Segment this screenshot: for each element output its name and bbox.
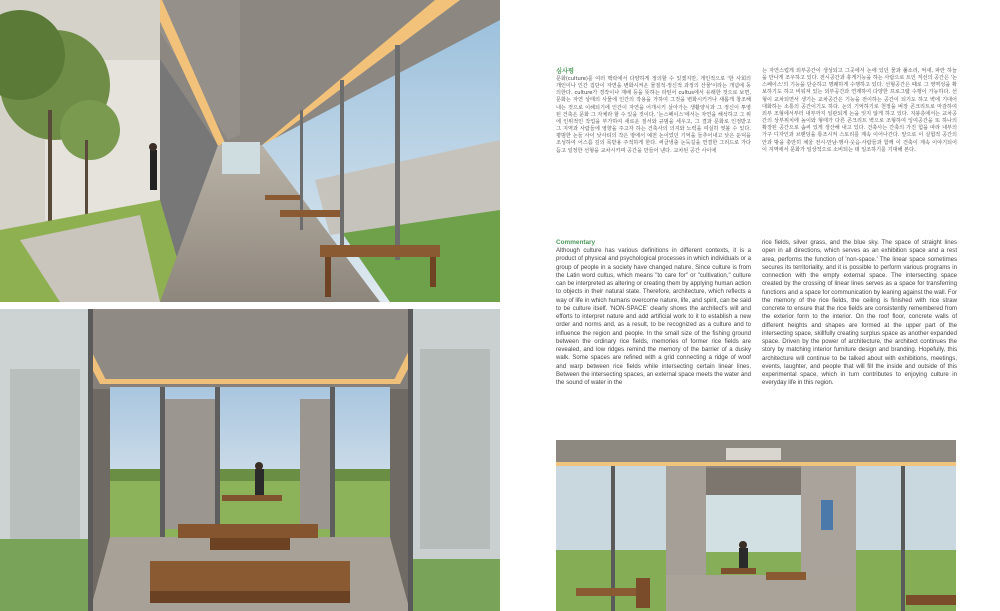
commentary-body-2: rice fields, silver grass, and the blue sky. The space of straight lines open in all directions, which serves as an exhibition space and a rest area, performs the function of 'non-space.' The linear space sometimes secures its territoriality, and it is possible to perform various programs in connection with the empty external space. The intersecting space created by the crossing of linear lines serves as a space for transferring functions and a space for communication by leaning against the wall. For the memory of the rice fields, the ceiling is finished with rice straw concrete to ensure that the rice fields are consistently remembered from the exterior form to the interior. On the roof floor, concrete walls of different heights and shapes are formed at the upper part of the intersecting space, skillfully creating surplus space as another expanded space. Driven by the power of architecture, the architect continues the story by matching interior furniture design and branding. Hopefully, this architecture will continue to be talked about with exhibitions, meetings, events, laughter, and people that will fill the inside and outside of this experimental space, which in turn contributes to enjoying culture in everyday life in this region. — [762, 240, 957, 387]
korean-review-title: 심사평 — [556, 68, 574, 75]
intersection-photo — [0, 309, 500, 611]
korean-review-body-1: 문화(culture)를 여러 맥락에서 다양하게 정의할 수 있겠지만, 개인적으로 '한 사회의 개인이나 인간 집단이 자연을 변화시켜온 물질적·정신적 과정의 산물'이라는 개념에 동의한다. culture가 경작이나 재배 등을 뜻하는 라틴어 cultus에서 유래한 것으로 보면, 문화는 자연 상태의 사물에 인간의 작용을 가하여 그것을 변화시키거나 새롭게 창조해 내는 것으로 이해되기에 인간이 자연을 어개시키 살아가는 생활양식과 그 정신이 투영된 건축은 문화 그 자체라 할 수 있을 것이다. '논스페이스'에서는 자연을 해석하고 그 위에 인위적인 작업을 부가하여 새로운 질서와 규범을 세우고, 그 결과 문화로 인정받고 그 지역과 사람들에 영향을 주고자 하는 건축사의 의지와 노력을 여실히 엿볼 수 있다. 평범한 논들 사이 낮사티의 작은 땅에서 예전 논이었던 기억을 들추어내고 낮은 둔덕을 조성하여 어스름 깊의 목받용 주적하게 한다. 써클냉출 논둑길을 연결한 그리드로 가다듬고 일정한 선형을 교차시키며 공간을 만들어 낸다. 교차된 공간 사이에 — [556, 76, 751, 154]
korean-column-2 — [762, 68, 957, 154]
corridor-photo — [0, 0, 500, 302]
commentary-body-1: Although culture has various definitions in different contexts, it is a product of physical and psychological processes in which individuals or a group of people in a society have changed nature. Since culture is from the Latin word cultus, which means "to care for" or "cultivation," culture can be interpreted as altering or creating them by applying human action to objects in their natural state. Therefore, architecture, which reflects a way of life in which humans overcome nature, life, and spirit, can be said to be culture itself. 'NON-SPACE' clearly shows the architect's will and efforts to interpret nature and add artificial work to it to establish a new order and norms and, as a result, to be recognized as a culture and to influence the region and people. In the small size of the fishing ground between the ordinary rice fields, memories of former rice fields are revealed, and low ridges remind the memory of the barrier of a dusky walk. Some spaces are refined with a grid connecting a ridge of woof and warp between rice fields while intersecting certain linear lines. Between the intersecting spaces, an external space meets the water and the sound of water in the — [556, 248, 751, 386]
korean-review-body-2: 는 자연스럽게 외부공간이 생성되고 그곳에서 논에 있던 물과 풀소리, 억새, 파란 하늘을 만나게 조우하고 있다. 전시공간과 휴게기능을 하는 사람으로 트인 직선의 공간은 '논스페이스'의 기능을 단순하고 명쾌하게 수행하고 있다. 선형공간은 때로 그 영역성을 확보하기도 하고 비워져 있는 외부공간과 연계하여 다양한 프로그램 수행이 가능하다. 선형이 교차되면서 생기는 교차공간은 기능을 전이하는 공간이 되기도 하고 벽에 기대어 대화하는 소통의 공간이기도 하다. 논의 기억하기로 천정을 벼장 콘크리트로 마감하여 외부 조형에서부터 내부까지 일관되게 논을 잊지 않게 하고 있다. 지붕층에서는 교차공간의 상부위치에 높이와 형태가 다른 콘크리트 벽으로 조형하여 잉여공간을 또 하나의 확장된 공간으로 솜씨 있게 생산해 내고 있다. 건축사는 간축의 가진 힘을 따라 내부의 가구 디자인과 브랜딩을 통조시켜 스토리를 계속 이어나간다. 앞으로 이 실험적 공간의 안과 밖을 충만히 채울 전시·만남·행사·웃음·사람들과 함께 이 건축이 계속 이야기되어 이 지역에서 문화가 일상적으로 소비되는 데 일조하기를 기대해 본다. — [762, 68, 957, 153]
rest-area-photo — [556, 440, 956, 611]
commentary-title: Commentary — [556, 239, 596, 246]
korean-column-1 — [556, 68, 751, 155]
english-column-1 — [556, 239, 751, 387]
english-column-2 — [762, 239, 957, 388]
